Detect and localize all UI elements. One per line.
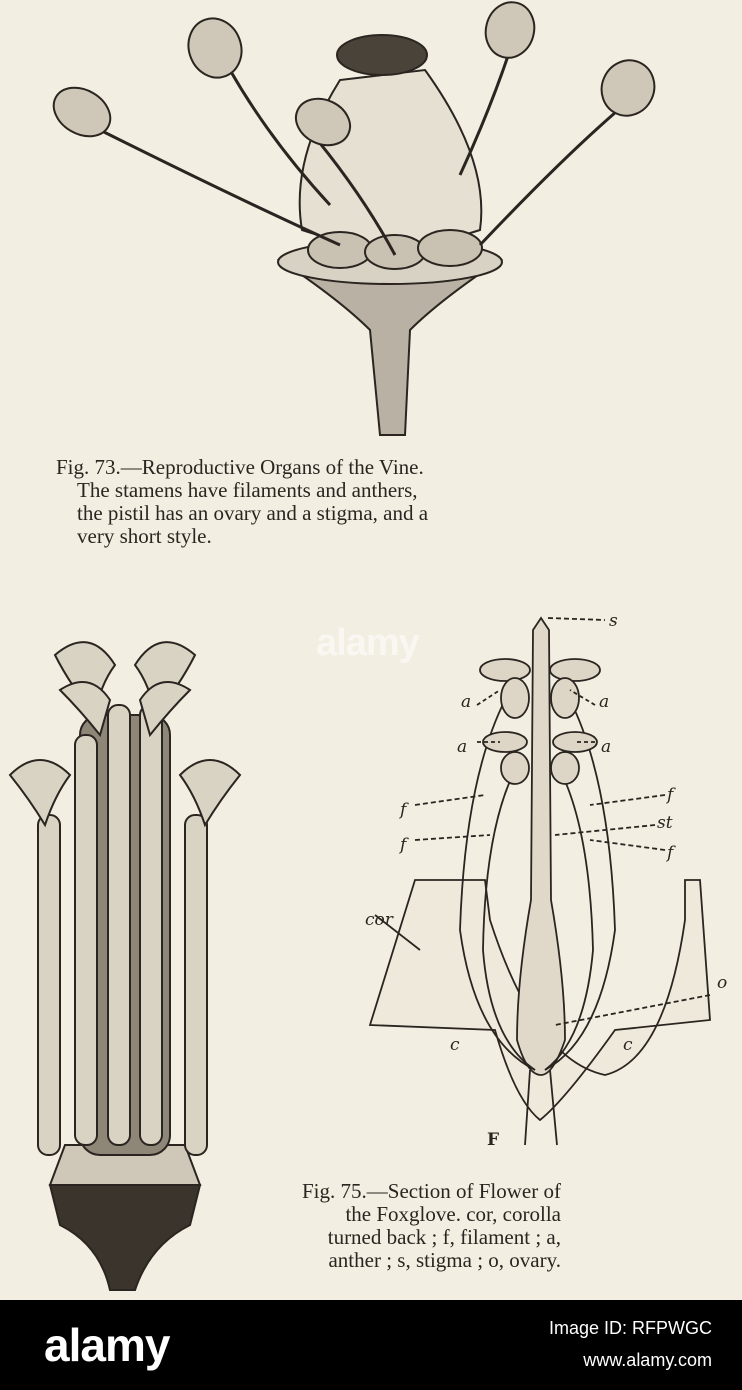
- figure-73-caption-line: very short style.: [77, 524, 212, 548]
- label-filament: f: [400, 835, 407, 855]
- site-url-link[interactable]: www.alamy.com: [583, 1350, 712, 1370]
- label-stigma: s: [609, 611, 618, 631]
- figure-75-caption-line: anther ; s, stigma ; o, ovary.: [328, 1248, 561, 1272]
- figure-73-caption: [56, 456, 428, 548]
- label-corolla: cor: [365, 910, 393, 930]
- alamy-footer-bar: [0, 1300, 742, 1390]
- figure-73-caption-line: the pistil has an ovary and a stigma, and a: [77, 501, 429, 525]
- alamy-logo[interactable]: alamy: [44, 1319, 170, 1371]
- figure-75-caption-line: the Foxglove. cor, corolla: [345, 1202, 561, 1226]
- label-style: st: [657, 813, 673, 833]
- label-ovary: o: [717, 973, 728, 993]
- label-filament: f: [667, 843, 674, 863]
- label-calyx: c: [623, 1035, 633, 1055]
- figure-74-flower-stamens: [0, 625, 250, 1300]
- label-anther: a: [601, 737, 612, 757]
- figure-73-caption-line: Fig. 73.—Reproductive Organs of the Vine.: [56, 455, 424, 479]
- label-F: F: [487, 1130, 500, 1150]
- label-filament: f: [400, 800, 407, 820]
- label-anther: a: [461, 692, 472, 712]
- label-anther: a: [457, 737, 468, 757]
- watermark: alamy: [316, 622, 419, 664]
- figure-73-vine-flower: [40, 0, 680, 445]
- label-filament: f: [667, 785, 674, 805]
- figure-75-caption: [302, 1180, 561, 1272]
- figure-75-caption-line: turned back ; f, filament ; a,: [327, 1225, 561, 1249]
- figure-75-caption-line: Fig. 75.—Section of Flower of: [302, 1179, 561, 1203]
- image-id-label: Image ID: RFPWGC: [548, 1318, 712, 1338]
- label-anther: a: [599, 692, 610, 712]
- figure-73-caption-line: The stamens have filaments and anthers,: [77, 478, 418, 502]
- figure-75-foxglove-section: [365, 600, 742, 1155]
- label-calyx: c: [450, 1035, 460, 1055]
